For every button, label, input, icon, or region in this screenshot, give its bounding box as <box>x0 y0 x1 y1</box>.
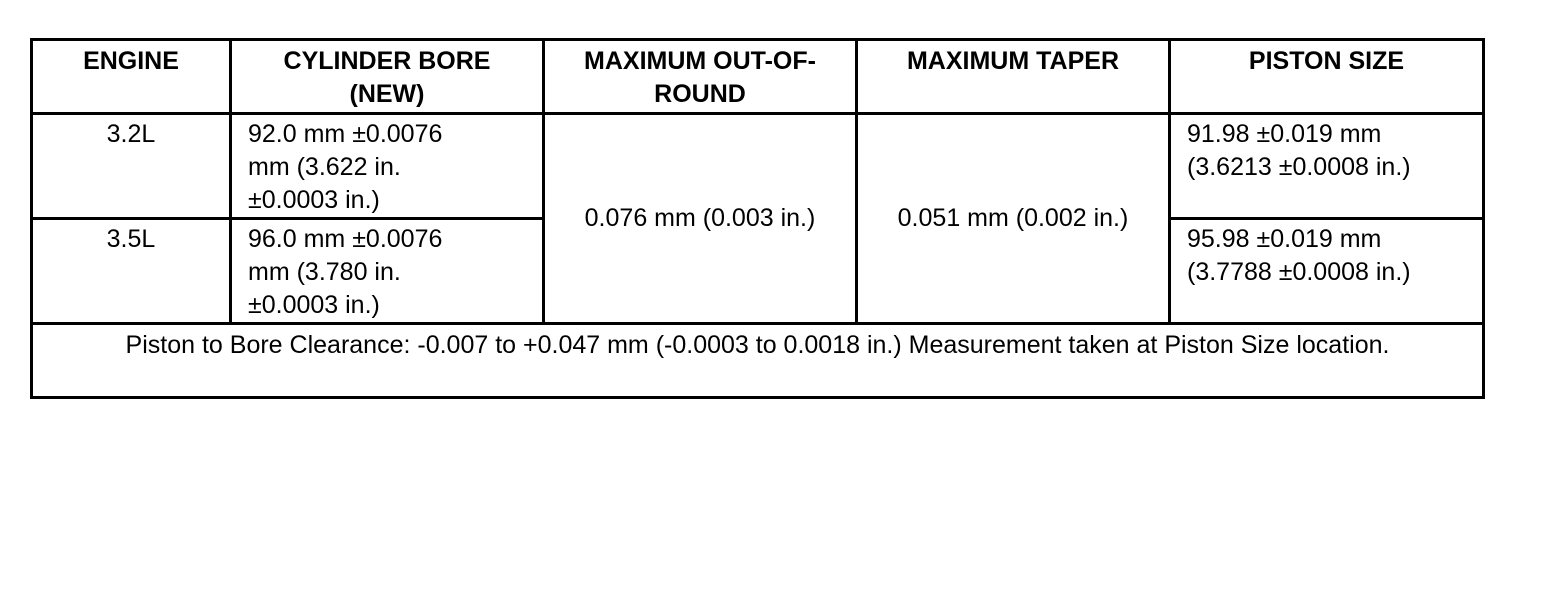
header-max-out-of-round: MAXIMUM OUT-OF- ROUND <box>544 40 857 114</box>
header-piston-size: PISTON SIZE <box>1170 40 1484 114</box>
note-row <box>32 324 1484 398</box>
header-engine: ENGINE <box>32 40 231 114</box>
header-max-taper: MAXIMUM TAPER <box>857 40 1170 114</box>
engine-cell: 3.5L <box>32 219 231 324</box>
cylinder-bore-cell: 96.0 mm ±0.0076 mm (3.780 in. ±0.0003 in.) <box>231 219 544 324</box>
max-out-of-round-cell: 0.076 mm (0.003 in.) <box>544 114 857 324</box>
piston-size-cell: 91.98 ±0.019 mm (3.6213 ±0.0008 in.) <box>1170 114 1484 219</box>
header-row <box>32 40 1484 114</box>
clearance-note: Piston to Bore Clearance: -0.007 to +0.047 mm (-0.0003 to 0.0018 in.) Measurement taken at Piston Size location. <box>32 324 1484 398</box>
table-row <box>32 114 1484 219</box>
header-cylinder-bore: CYLINDER BORE (NEW) <box>231 40 544 114</box>
piston-size-cell: 95.98 ±0.019 mm (3.7788 ±0.0008 in.) <box>1170 219 1484 324</box>
max-taper-cell: 0.051 mm (0.002 in.) <box>857 114 1170 324</box>
engine-spec-table <box>30 38 1485 399</box>
cylinder-bore-cell: 92.0 mm ±0.0076 mm (3.622 in. ±0.0003 in.) <box>231 114 544 219</box>
engine-cell: 3.2L <box>32 114 231 219</box>
